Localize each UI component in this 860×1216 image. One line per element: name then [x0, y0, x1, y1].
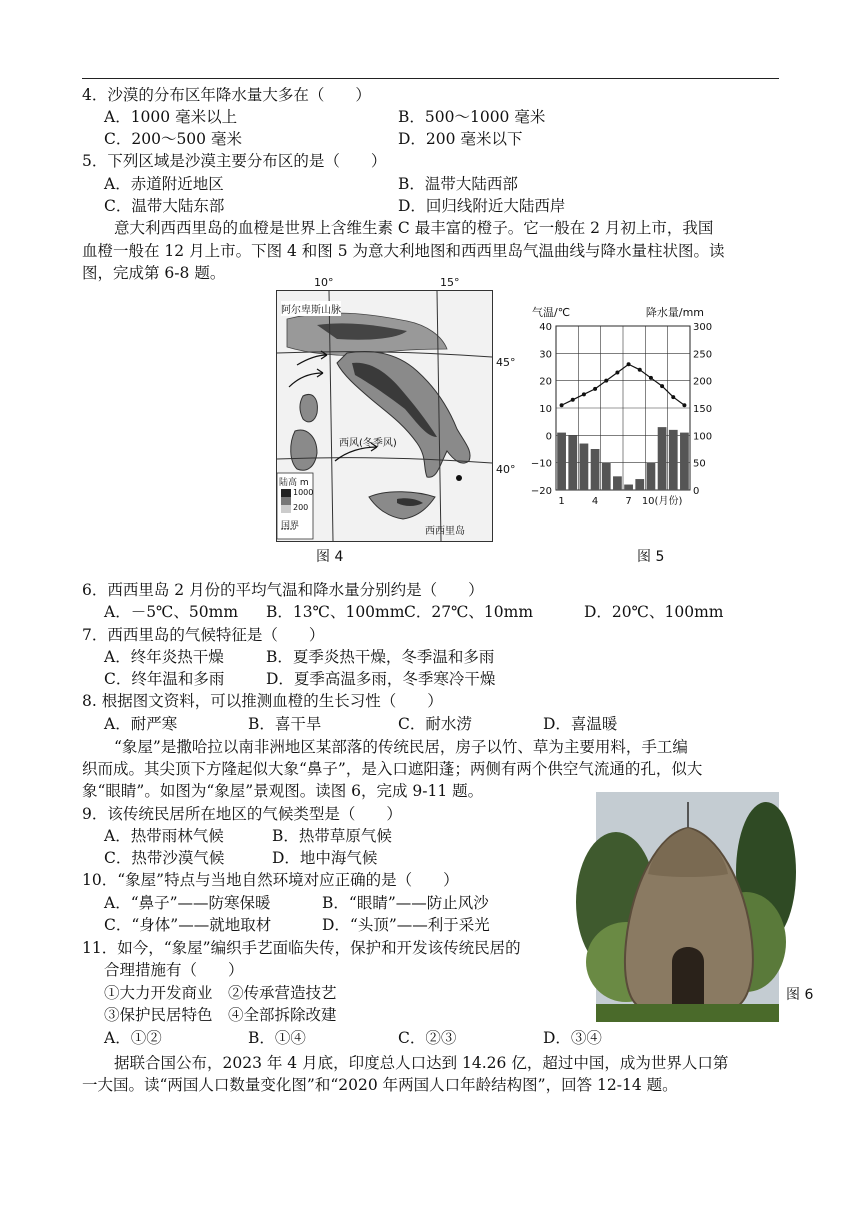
q11-option-b: B．①④	[248, 1029, 306, 1047]
temp-point	[615, 370, 619, 374]
precip-bar	[658, 427, 667, 490]
map-lon-15: 15°	[440, 276, 460, 289]
map-lat-45: 45°	[496, 356, 516, 369]
q4-option-c: C．200～500 毫米	[104, 130, 242, 148]
month-tick-label: 7	[625, 496, 632, 507]
q10-option-b: B．“眼睛”——防止风沙	[322, 894, 489, 912]
fig6-caption: 图 6	[786, 987, 814, 1003]
q4-option-b: B．500～1000 毫米	[398, 108, 546, 126]
month-tick-label: 4	[591, 496, 599, 507]
q11-stem-line1: 11．如今，“象屋”编织手艺面临失传，保护和开发该传统民居的	[82, 939, 521, 957]
q11-stem-line2: 合理措施有（ ）	[104, 961, 244, 979]
temp-axis-label: 气温/℃	[532, 306, 571, 319]
q4-stem: 4．沙漠的分布区年降水量大多在（ ）	[82, 86, 371, 104]
q9-option-d: D．地中海气候	[272, 849, 378, 867]
precip-bar	[680, 433, 689, 490]
elephant-house-photo	[596, 792, 779, 1022]
q8-option-d: D．喜温暖	[543, 715, 618, 733]
precip-bar	[591, 449, 600, 490]
q7-stem: 7．西西里岛的气候特征是（ ）	[82, 626, 325, 644]
precip-bar	[602, 463, 611, 490]
temp-tick-label: 40	[539, 322, 552, 333]
q5-option-b: B．温带大陆西部	[398, 175, 518, 193]
intro1-line1: 意大利西西里岛的血橙是世界上含维生素 C 最丰富的橙子。它一般在 2 月初上市，我国	[114, 219, 714, 237]
month-tick-label: 10(月份)	[641, 496, 683, 507]
precip-tick-label: 150	[693, 404, 713, 415]
q6-option-c: C．27℃、10mm	[404, 603, 534, 621]
q8-option-c: C．耐水涝	[398, 715, 472, 733]
temp-point	[660, 384, 664, 388]
map-legend-1000: 1000	[293, 488, 314, 497]
precip-bar	[613, 476, 622, 490]
intro1-line3: 图，完成第 6-8 题。	[82, 264, 226, 282]
map-legend-200: 200	[293, 503, 309, 512]
q10-option-d: D．“头顶”——利于采光	[322, 916, 490, 934]
precip-bar	[669, 430, 678, 490]
q11-option-d: D．③④	[543, 1029, 602, 1047]
q9-option-a: A．热带雨林气候	[104, 827, 224, 845]
precip-bar	[624, 485, 633, 490]
precip-bar	[568, 435, 577, 490]
climate-chart	[524, 300, 713, 520]
q10-option-c: C．“身体”——就地取材	[104, 916, 272, 934]
fig5-caption: 图 5	[637, 549, 665, 565]
q8-option-a: A．耐严寒	[104, 715, 178, 733]
temp-point	[560, 403, 564, 407]
q10-option-a: A．“鼻子”——防寒保暖	[104, 894, 271, 912]
q10-stem: 10．“象屋”特点与当地自然环境对应正确的是（ ）	[82, 871, 459, 889]
q6-option-b: B．13℃、100mm	[266, 603, 405, 621]
italy-map-graphic	[277, 291, 492, 541]
temp-tick-label: 30	[539, 349, 552, 361]
q9-stem: 9．该传统民居所在地区的气候类型是（ ）	[82, 805, 402, 823]
map-label-sicily: 西西里岛	[425, 526, 465, 537]
q4-option-a: A．1000 毫米以上	[104, 108, 238, 126]
precip-axis-label: 降水量/mm	[645, 306, 704, 319]
elephant-house-illustration	[596, 792, 779, 1022]
q8-option-b: B．喜干旱	[248, 715, 322, 733]
temp-point	[638, 368, 642, 372]
q6-stem: 6．西西里岛 2 月份的平均气温和降水量分别约是（ ）	[82, 581, 484, 599]
italy-map	[276, 290, 493, 542]
map-lon-10: 10°	[314, 276, 334, 289]
intro2-line2: 织而成。其尖顶下方隆起似大象“鼻子”，是入口遮阳蓬；两侧有两个供空气流通的孔，似大	[82, 760, 703, 778]
q5-option-c: C．温带大陆东部	[104, 197, 225, 215]
q5-stem: 5．下列区域是沙漠主要分布区的是（ ）	[82, 152, 387, 170]
precip-bar	[557, 433, 566, 490]
header-rule	[82, 78, 779, 79]
month-tick-label: 1	[558, 496, 565, 507]
intro2-line1: “象屋”是撒哈拉以南非洲地区某部落的传统民居，房子以竹、草为主要用料，手工编	[114, 738, 688, 756]
q4-option-d: D．200 毫米以下	[398, 130, 523, 148]
precip-bar	[647, 463, 656, 490]
temp-point	[593, 387, 597, 391]
temp-point	[682, 403, 686, 407]
climate-chart-graphic	[524, 300, 713, 520]
precip-tick-label: 100	[693, 431, 713, 443]
q11-option-c: C．②③	[398, 1029, 457, 1047]
q7-option-a: A．终年炎热干燥	[104, 648, 224, 666]
temp-point	[627, 362, 631, 366]
precip-bar	[580, 444, 589, 490]
temp-tick-label: 10	[539, 404, 552, 415]
fig4-caption: 图 4	[316, 549, 344, 565]
intro3-line2: 一大国。读“两国人口数量变化图”和“2020 年两国人口年龄结构图”，回答 12-14 题。	[82, 1076, 678, 1094]
temp-tick-label: −20	[530, 486, 552, 497]
temp-point	[649, 376, 653, 380]
temp-tick-label: 0	[545, 431, 552, 443]
precip-tick-label: 250	[693, 349, 713, 361]
q7-option-b: B．夏季炎热干燥，冬季温和多雨	[266, 648, 495, 666]
temp-point	[582, 392, 586, 396]
q11-statements-12: ①大力开发商业 ②传承营造技艺	[104, 984, 337, 1002]
q9-option-c: C．热带沙漠气候	[104, 849, 225, 867]
map-legend-title: 陆高 m	[279, 478, 309, 488]
q5-option-d: D．回归线附近大陆西岸	[398, 197, 566, 215]
precip-tick-label: 200	[693, 376, 713, 388]
precip-tick-label: 300	[693, 322, 713, 333]
q5-option-a: A．赤道附近地区	[104, 175, 224, 193]
temp-point	[604, 379, 608, 383]
map-legend-border: 国界	[281, 521, 300, 531]
temp-point	[671, 395, 675, 399]
map-label-alps: 阿尔卑斯山脉	[281, 301, 341, 316]
map-label-wind: 西风(冬季风)	[339, 438, 397, 449]
q11-statements-34: ③保护民居特色 ④全部拆除改建	[104, 1006, 337, 1024]
temp-point	[571, 398, 575, 402]
precip-tick-label: 0	[693, 486, 700, 497]
intro2-line3: 象“眼睛”。如图为“象屋”景观图。读图 6，完成 9-11 题。	[82, 782, 484, 800]
temp-tick-label: 20	[539, 376, 552, 388]
map-lat-40: 40°	[496, 463, 516, 476]
q7-option-d: D．夏季高温多雨，冬季寒冷干燥	[266, 670, 496, 688]
temp-tick-label: −10	[530, 458, 552, 470]
intro3-line1: 据联合国公布，2023 年 4 月底，印度总人口达到 14.26 亿，超过中国，成为世界人口第	[114, 1054, 729, 1072]
precip-tick-label: 50	[693, 458, 706, 470]
q8-stem: 8. 根据图文资料，可以推测血橙的生长习性（ ）	[82, 692, 443, 710]
q11-option-a: A．①②	[104, 1029, 162, 1047]
q7-option-c: C．终年温和多雨	[104, 670, 225, 688]
q6-option-a: A．－5℃、50mm	[104, 603, 239, 621]
q6-option-d: D．20℃、100mm	[584, 603, 724, 621]
q9-option-b: B．热带草原气候	[272, 827, 392, 845]
precip-bar	[635, 479, 644, 490]
intro1-line2: 血橙一般在 12 月上市。下图 4 和图 5 为意大利地图和西西里岛气温曲线与降水量柱状图。读	[82, 242, 725, 260]
